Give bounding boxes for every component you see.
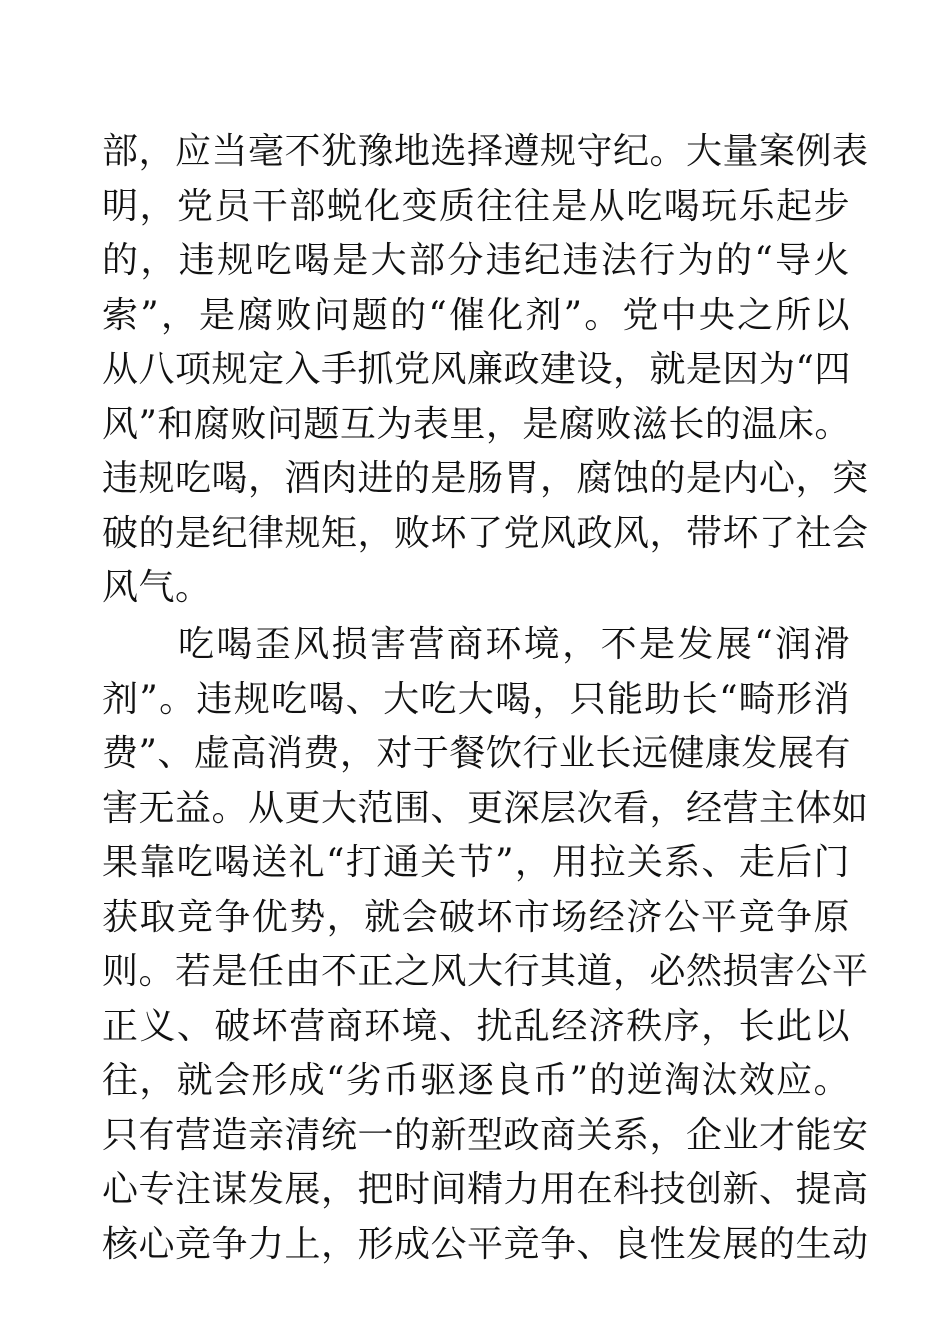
text-line: 明，党员干部蜕化变质往往是从吃喝玩乐起步 <box>102 185 850 227</box>
text-line: 破的是纪律规矩，败坏了党风政风，带坏了社会 <box>102 512 869 554</box>
text-line: 只有营造亲清统一的新型政商关系，企业才能安 <box>102 1114 869 1156</box>
text-line: 索”，是腐败问题的“催化剂”。党中央之所以 <box>102 294 850 336</box>
text-line: 违规吃喝，酒肉进的是肠胃，腐蚀的是内心，突 <box>102 458 869 499</box>
text-line: 往，就会形成“劣币驱逐良币”的逆淘汰效应。 <box>102 1060 850 1101</box>
text-line: 费”、虚高消费，对于餐饮行业长远健康发展有 <box>102 733 851 774</box>
text-line: 风气。 <box>102 567 212 608</box>
paragraph-1 <box>102 125 869 616</box>
text-line: 从八项规定入手抓党风廉政建设，就是因为“四 <box>102 349 851 390</box>
text-line: 吃喝歪风损害营商环境，不是发展“润滑 <box>178 624 850 665</box>
text-line: 则。若是任由不正之风大行其道，必然损害公平 <box>102 951 869 992</box>
text-line: 剂”。违规吃喝、大吃大喝，只能助长“畸形消 <box>102 678 850 720</box>
text-line: 风”和腐败问题互为表里，是腐败滋长的温床。 <box>102 403 851 445</box>
text-line: 心专注谋发展，把时间精力用在科技创新、提高 <box>102 1169 869 1210</box>
text-line: 部，应当毫不犹豫地选择遵规守纪。大量案例表 <box>102 131 869 172</box>
text-line: 正义、破坏营商环境、扰乱经济秩序，长此以 <box>102 1005 850 1047</box>
text-line: 害无益。从更大范围、更深层次看，经营主体如 <box>102 787 869 829</box>
paragraph-2 <box>102 618 869 1272</box>
text-line: 的，违规吃喝是大部分违纪违法行为的“导火 <box>102 240 850 281</box>
text-line: 获取竞争优势，就会破坏市场经济公平竞争原 <box>102 896 850 938</box>
text-line: 核心竞争力上，形成公平竞争、良性发展的生动 <box>102 1223 869 1265</box>
text-line: 果靠吃喝送礼“打通关节”，用拉关系、走后门 <box>102 842 850 883</box>
